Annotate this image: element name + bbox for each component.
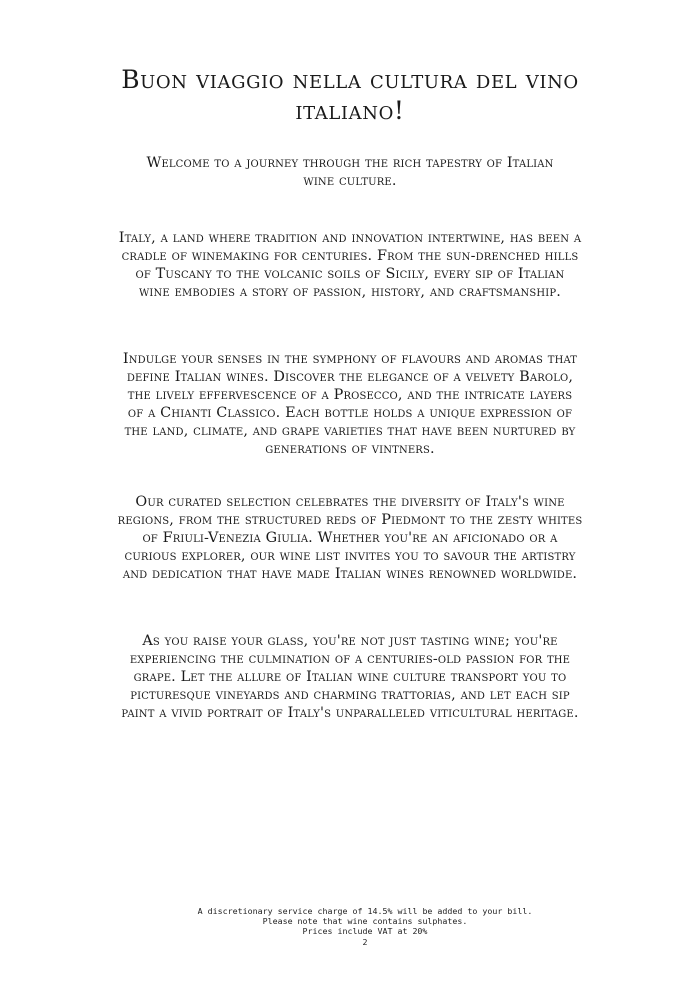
paragraph-flavours: Indulge your senses in the symphony of flavours and aromas that define Italian wines. Discover the elegance of a velvety Barolo, the lively effervescence of a Prosecco, and the intricate layers of a Chianti Classico. Each bottle holds a unique expression of the land, climate, and grape varieties that have been nurtured by generations of vintners. [122,351,578,457]
paragraph-tradition: Italy, a land where tradition and innovation intertwine, has been a cradle of winemaking for centuries. From the sun-drenched hills of Tuscany to the volcanic soils of Sicily, every sip of Italian wine embodies a story of passion, history, and craftsmanship. [118,230,582,300]
paragraph-heritage: As you raise your glass, you're not just tasting wine; you're experiencing the culmination of a centuries-old passion for the grape. Let the allure of Italian wine culture transport you to picturesque vineyards and charming trattorias, and let each sip paint a vivid portrait of Italy's unparalleled viticultural heritage. [121,633,579,721]
page-title: Buon viaggio nella cultura del vino italiano! [121,65,579,125]
page-number: 2 [362,936,368,947]
paragraph-selection: Our curated selection celebrates the diversity of Italy's wine regions, from the structured reds of Piedmont to the zesty whites of Friuli-Venezia Giulia. Whether you're an aficionado or a curious explorer, our wine list invites you to savour the artistry and dedication that have made Italian wines renowned worldwide. [117,494,583,582]
intro-paragraph: Welcome to a journey through the rich tapestry of Italian wine culture. [146,155,554,189]
footer-notes [100,906,630,947]
service-charge-note: A discretionary service charge of 14.5% will be added to your bill. [197,906,533,916]
vat-note: Prices include VAT at 20% [302,926,428,937]
sulphates-note: Please note that wine contains sulphates. [262,916,468,927]
